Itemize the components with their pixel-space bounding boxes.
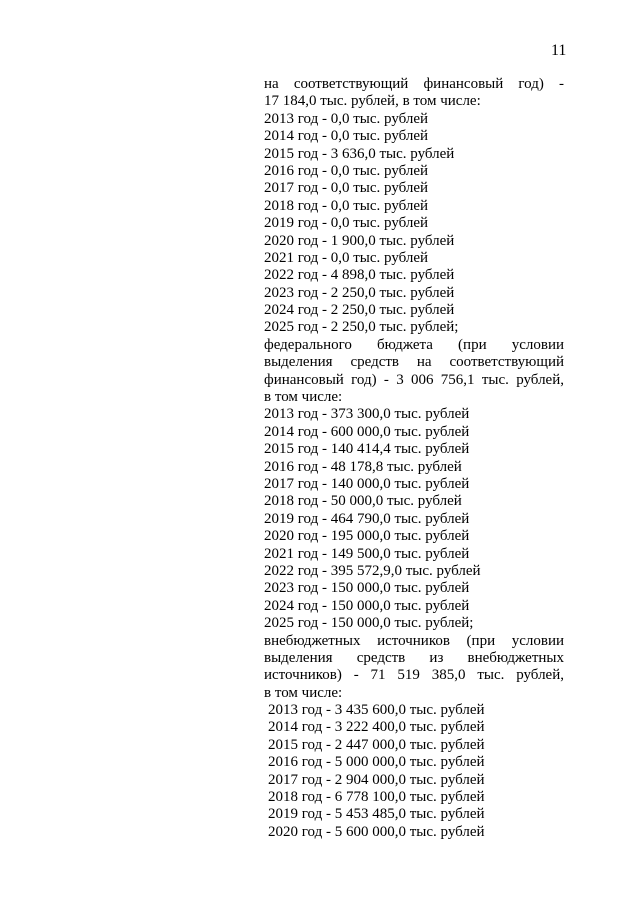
- block2-line1: федерального бюджета (при условии: [264, 336, 564, 353]
- block2-years: [264, 406, 564, 632]
- year-line: 2024 год - 150 000,0 тыс. рублей: [264, 597, 470, 614]
- year-line: 2013 год - 0,0 тыс. рублей: [264, 110, 429, 127]
- year-line: 2019 год - 5 453 485,0 тыс. рублей: [268, 806, 485, 823]
- year-line: 2024 год - 2 250,0 тыс. рублей: [264, 302, 455, 319]
- year-line: 2021 год - 149 500,0 тыс. рублей: [264, 545, 470, 562]
- block1-line1: на соответствующий финансовый год) -: [264, 76, 564, 92]
- year-line: 2022 год - 395 572,9,0 тыс. рублей: [264, 562, 481, 579]
- year-line: 2022 год - 4 898,0 тыс. рублей: [264, 267, 455, 284]
- year-line: 2018 год - 0,0 тыс. рублей: [264, 197, 429, 214]
- year-line: 2025 год - 150 000,0 тыс. рублей;: [264, 615, 474, 632]
- block2-line2: выделения средств на соответствующий: [264, 354, 564, 371]
- year-line: 2021 год - 0,0 тыс. рублей: [264, 249, 429, 266]
- block1-years: [264, 111, 564, 337]
- block2-line3: финансовый год) - 3 006 756,1 тыс. рублей,: [264, 371, 564, 388]
- year-line: 2018 год - 50 000,0 тыс. рублей: [264, 493, 462, 510]
- block2-line4: в том числе:: [264, 389, 343, 406]
- year-line: 2013 год - 3 435 600,0 тыс. рублей: [268, 702, 485, 719]
- year-line: 2023 год - 150 000,0 тыс. рублей: [264, 580, 470, 597]
- block3-line4: в том числе:: [264, 684, 343, 701]
- block3-years: [264, 702, 564, 841]
- year-line: 2018 год - 6 778 100,0 тыс. рублей: [268, 789, 485, 806]
- year-line: 2019 год - 464 790,0 тыс. рублей: [264, 510, 470, 527]
- year-line: 2016 год - 5 000 000,0 тыс. рублей: [268, 754, 485, 771]
- block1-line2: 17 184,0 тыс. рублей, в том числе:: [264, 93, 481, 110]
- page-number: 11: [551, 42, 567, 59]
- year-line: 2016 год - 48 178,8 тыс. рублей: [264, 458, 462, 475]
- block3-line3: источников) - 71 519 385,0 тыс. рублей,: [264, 667, 564, 684]
- year-line: 2019 год - 0,0 тыс. рублей: [264, 215, 429, 232]
- block3-line2: выделения средств из внебюджетных: [264, 649, 564, 666]
- year-line: 2014 год - 600 000,0 тыс. рублей: [264, 423, 470, 440]
- year-line: 2013 год - 373 300,0 тыс. рублей: [264, 406, 470, 423]
- year-line: 2017 год - 0,0 тыс. рублей: [264, 180, 429, 197]
- year-line: 2020 год - 195 000,0 тыс. рублей: [264, 528, 470, 545]
- year-line: 2017 год - 2 904 000,0 тыс. рублей: [268, 771, 485, 788]
- year-line: 2016 год - 0,0 тыс. рублей: [264, 162, 429, 179]
- year-line: 2014 год - 3 222 400,0 тыс. рублей: [268, 719, 485, 736]
- year-line: 2020 год - 5 600 000,0 тыс. рублей: [268, 823, 485, 840]
- year-line: 2020 год - 1 900,0 тыс. рублей: [264, 232, 455, 249]
- document-body: [264, 76, 564, 841]
- year-line: 2015 год - 3 636,0 тыс. рублей: [264, 145, 455, 162]
- year-line: 2023 год - 2 250,0 тыс. рублей: [264, 284, 455, 301]
- year-line: 2014 год - 0,0 тыс. рублей: [264, 128, 429, 145]
- year-line: 2015 год - 2 447 000,0 тыс. рублей: [268, 736, 485, 753]
- year-line: 2015 год - 140 414,4 тыс. рублей: [264, 441, 470, 458]
- year-line: 2017 год - 140 000,0 тыс. рублей: [264, 475, 470, 492]
- year-line: 2025 год - 2 250,0 тыс. рублей;: [264, 319, 459, 336]
- block3-line1: внебюджетных источников (при условии: [264, 632, 564, 649]
